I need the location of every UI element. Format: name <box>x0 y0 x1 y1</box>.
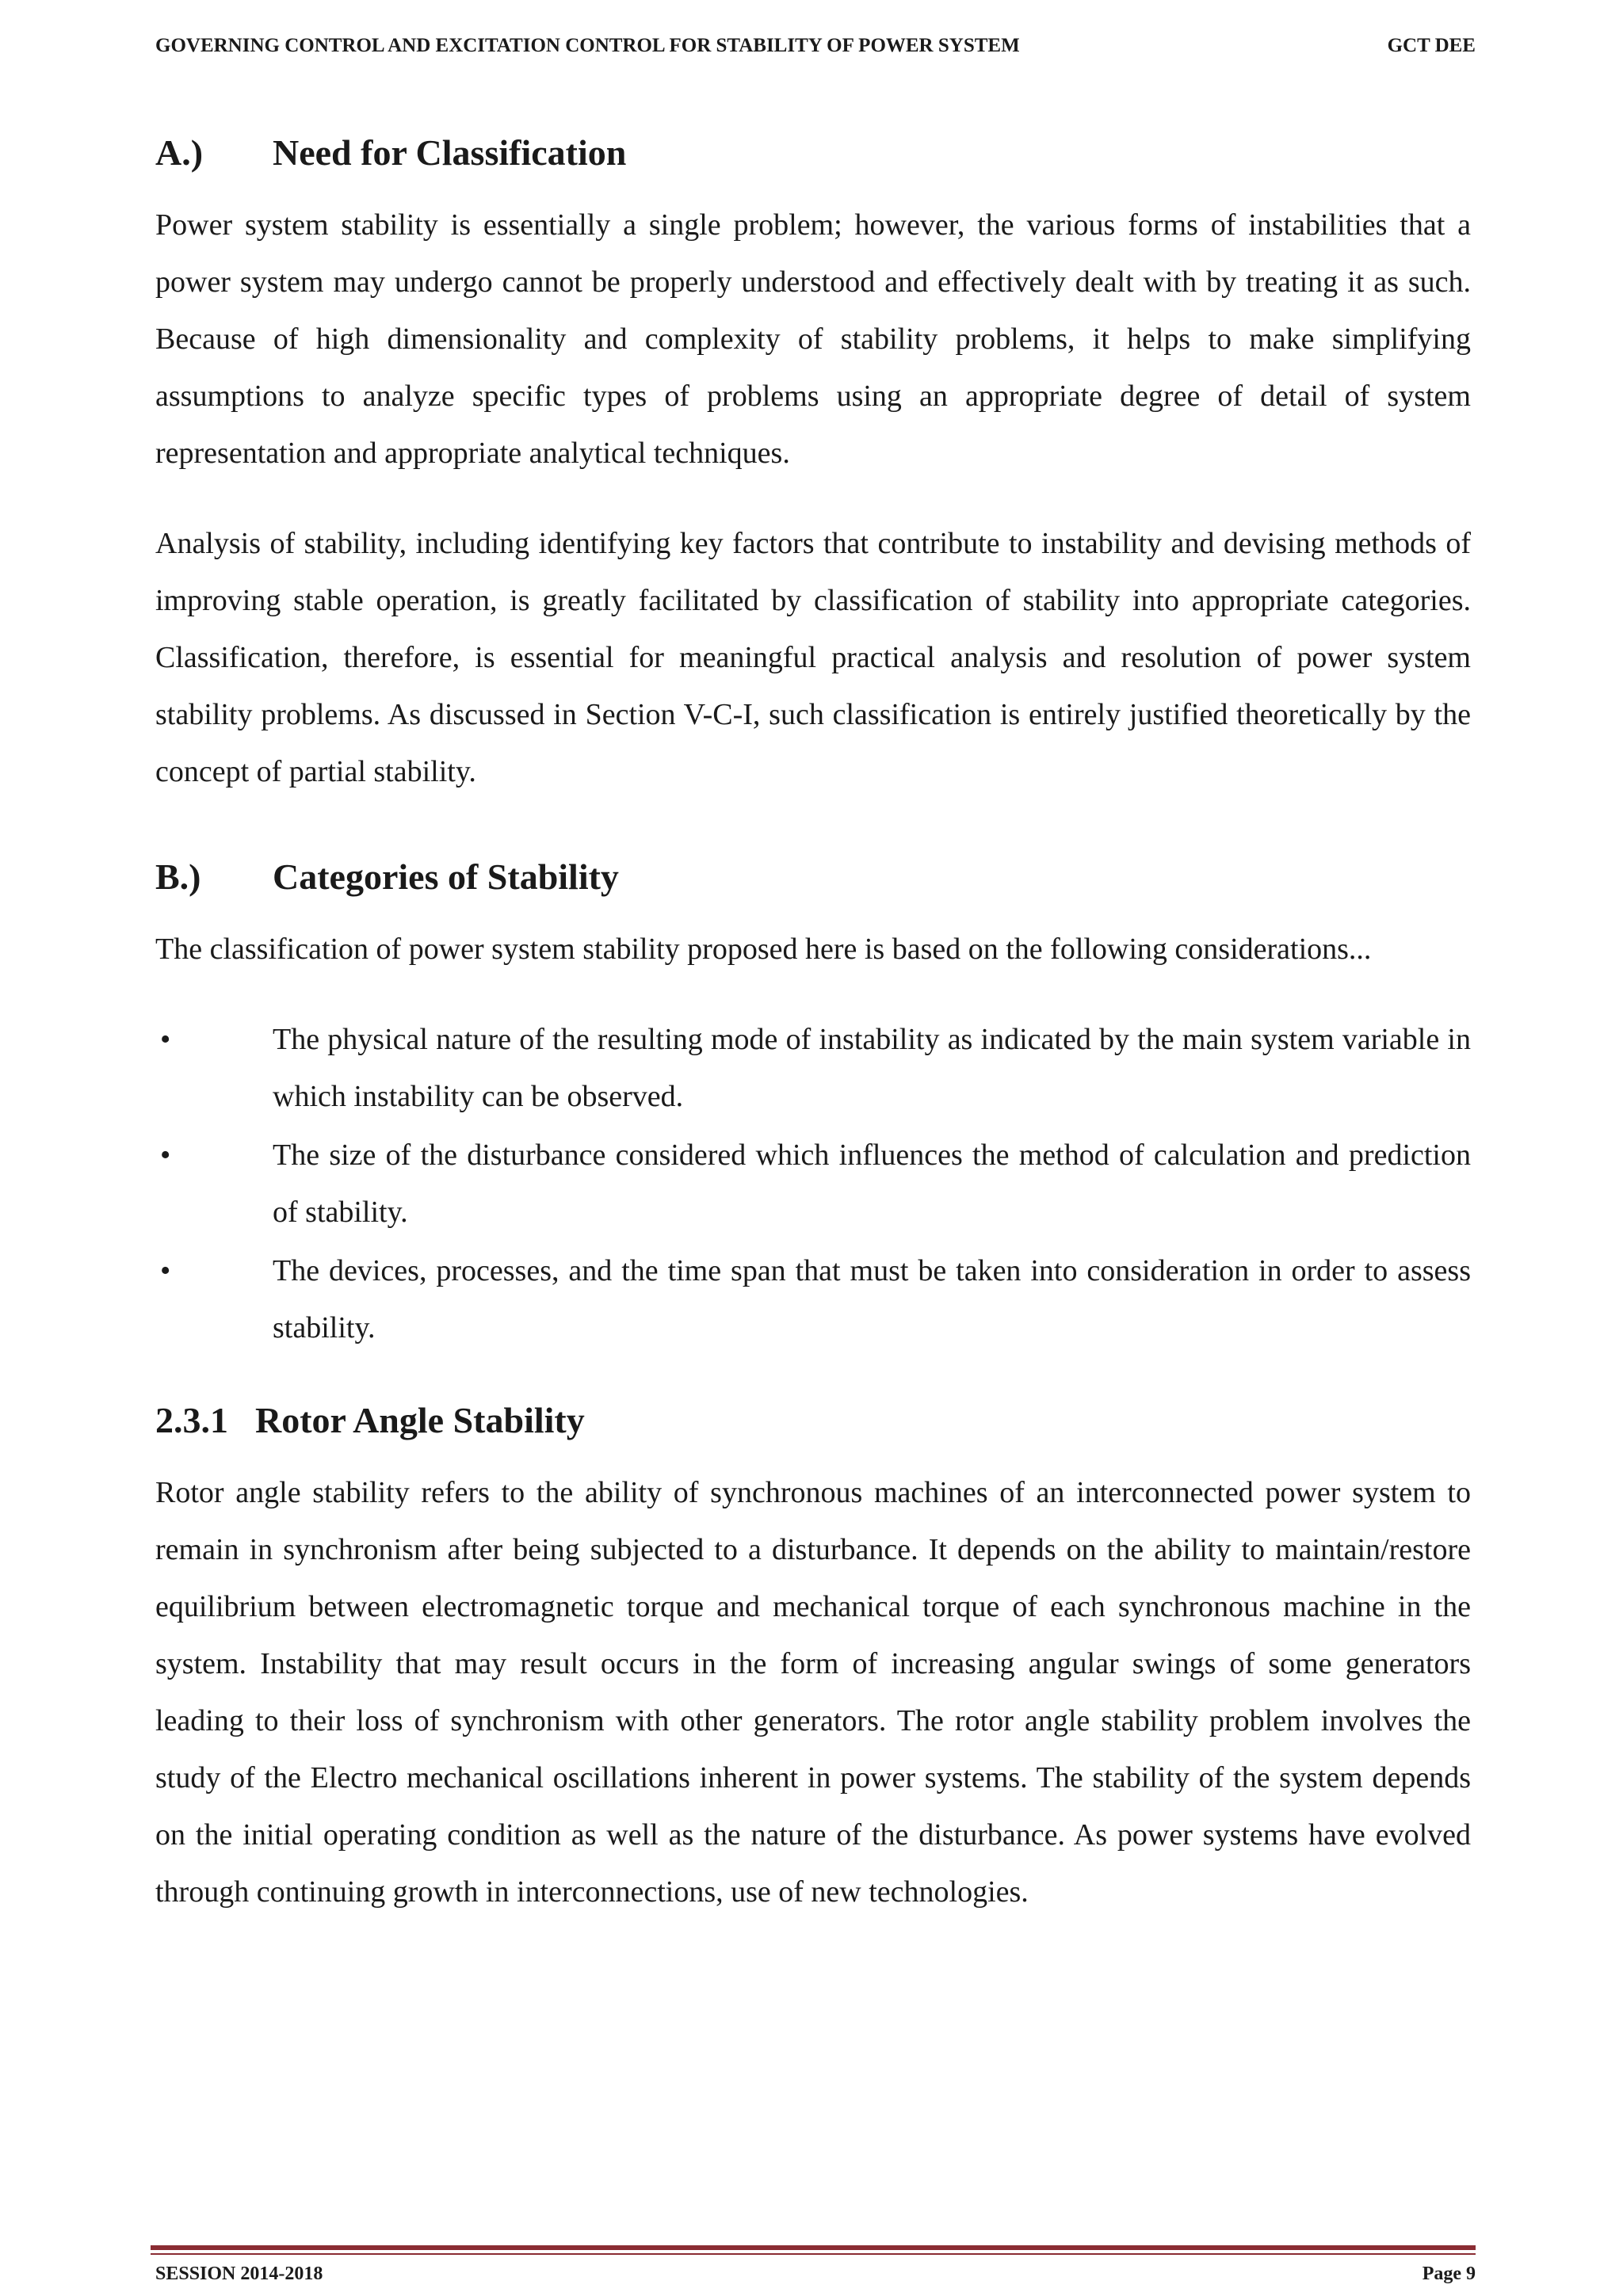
section-a-paragraph-1: Power system stability is essentially a single problem; however, the various forms of instabilities that a power system may undergo cannot be properly understood and effectively dealt with by treating it as such. Because of high dimensionality and complexity of stability problems, it helps to make simplifying assumptions to analyze specific types of problems using an appropriate degree of detail of system representation and appropriate analytical techniques. <box>155 208 1471 470</box>
section-a-number: A.) <box>155 132 204 173</box>
list-item-text: The devices, processes, and the time span that must be taken into consideration in order to assess stability. <box>273 1254 1471 1344</box>
footer-session: SESSION 2014-2018 <box>155 2264 323 2284</box>
running-header <box>155 30 1476 62</box>
list-item <box>155 1127 1471 1241</box>
page-number: Page 9 <box>1422 2264 1476 2284</box>
section-231-title: Rotor Angle Stability <box>255 1400 585 1440</box>
bullet-icon: • <box>160 1254 171 1287</box>
section-b-number: B.) <box>155 856 201 897</box>
section-a-heading <box>155 109 1471 196</box>
list-item-text: The physical nature of the resulting mode of instability as indicated by the main system variable in which instability can be observed. <box>273 1023 1471 1113</box>
header-title: GOVERNING CONTROL AND EXCITATION CONTROL FOR STABILITY OF POWER SYSTEM <box>155 35 1020 56</box>
section-231-paragraph-1: Rotor angle stability refers to the ability of synchronous machines of an interconnected power system to remain in synchronism after being subjected to a disturbance. It depends on the ability to maintain/restore equilibrium between electromagnetic torque and mechanical torque of each synchronous machine in the system. Instability that may result occurs in the form of increasing angular swings of some generators leading to their loss of synchronism with other generators. The rotor angle stability problem involves the study of the Electro mechanical oscillations inherent in power systems. The stability of the system depends on the initial operating condition as well as the nature of the disturbance. As power systems have evolved through continuing growth in interconnections, use of new technologies. <box>155 1476 1471 1909</box>
section-b-heading <box>155 833 1471 921</box>
section-b-paragraph-1: The classification of power system stability proposed here is based on the following considerations... <box>155 933 1372 966</box>
section-a-paragraph-2: Analysis of stability, including identifying key factors that contribute to instability and devising methods of improving stable operation, is greatly facilitated by classification of stability into appropriate categories. Classification, therefore, is essential for meaningful practical analysis and resolution of power system stability problems. As discussed in Section V-C-I, such classification is entirely justified theoretically by the concept of partial stability. <box>155 527 1471 788</box>
footer-rule-thick <box>151 2245 1476 2250</box>
running-footer <box>155 2260 1476 2288</box>
section-231-number: 2.3.1 <box>155 1400 228 1440</box>
considerations-list <box>155 1011 1471 1356</box>
bullet-icon: • <box>160 1138 171 1172</box>
header-dept: GCT DEE <box>1387 35 1476 56</box>
page-content <box>155 95 1471 1920</box>
footer-rule-thin <box>151 2253 1476 2255</box>
section-b-title: Categories of Stability <box>273 856 619 897</box>
list-item <box>155 1011 1471 1125</box>
list-item <box>155 1242 1471 1356</box>
bullet-icon: • <box>160 1023 171 1056</box>
list-item-text: The size of the disturbance considered which influences the method of calculation and prediction of stability. <box>273 1138 1471 1229</box>
section-231-heading <box>155 1377 1471 1464</box>
section-a-title: Need for Classification <box>273 132 627 173</box>
